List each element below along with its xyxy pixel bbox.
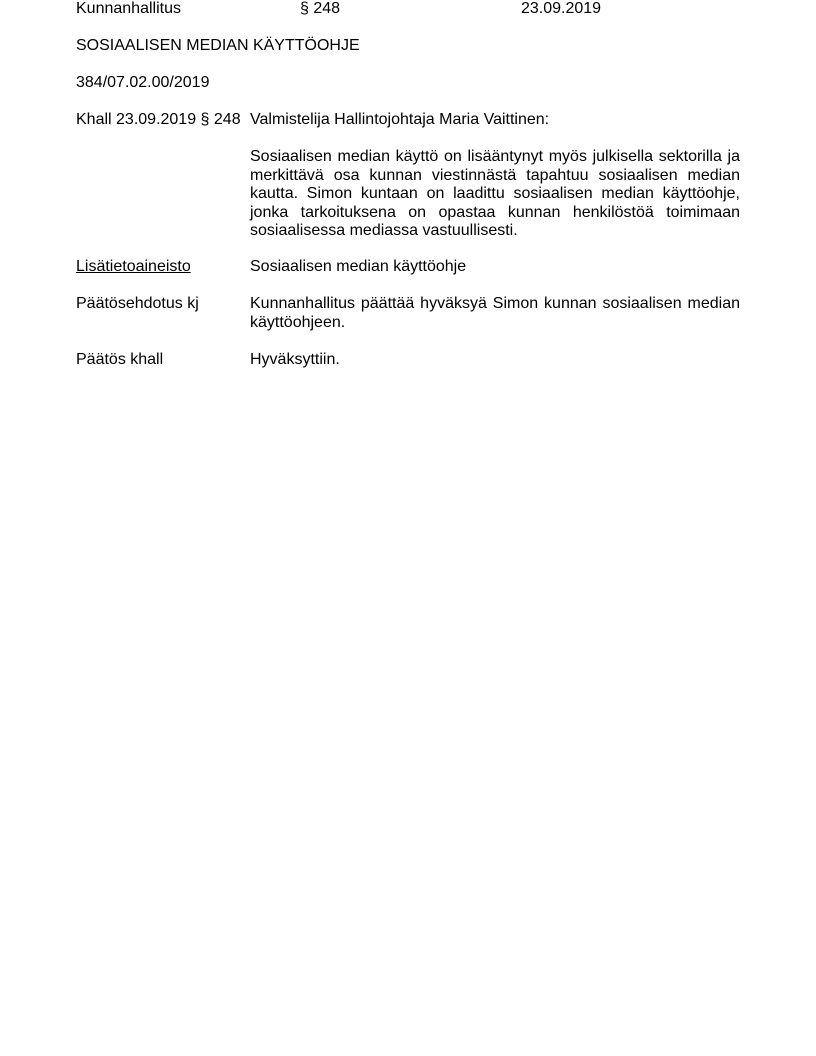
preparer-line: Valmistelija Hallintojohtaja Maria Vaittinen:	[250, 111, 550, 128]
preparation-paragraph: Sosiaalisen median käyttö on lisääntynyt myös julkisella sektorilla ja merkittävä osa kunnan viestinnästä tapahtuu sosiaalisen median kautta. Simon kuntaan on laadittu sosiaalisen median käyttöohje, jonka tarkoituksena on opastaa kunnan henkilöstöä toimimaan sosiaalisessa mediassa vastuullisesti.	[250, 148, 740, 239]
proposal-label: Päätösehdotus kj	[76, 295, 199, 312]
preparation-label: Khall 23.09.2019 § 248	[76, 111, 241, 128]
header-date: 23.09.2019	[521, 0, 602, 17]
proposal-text: Kunnanhallitus päättää hyväksyä Simon kunnan sosiaalisen median käyttöohjeen.	[250, 295, 740, 331]
attachment-value: Sosiaalisen median käyttöohje	[250, 258, 467, 275]
header-section-number: § 248	[300, 0, 341, 17]
decision-text: Hyväksyttiin.	[250, 351, 340, 368]
document-title: SOSIAALISEN MEDIAN KÄYTTÖOHJE	[76, 37, 360, 54]
attachment-label[interactable]: Lisätietoaineisto	[76, 258, 191, 275]
header-body-name: Kunnanhallitus	[76, 0, 181, 17]
decision-label: Päätös khall	[76, 351, 164, 368]
record-number: 384/07.02.00/2019	[76, 74, 210, 91]
